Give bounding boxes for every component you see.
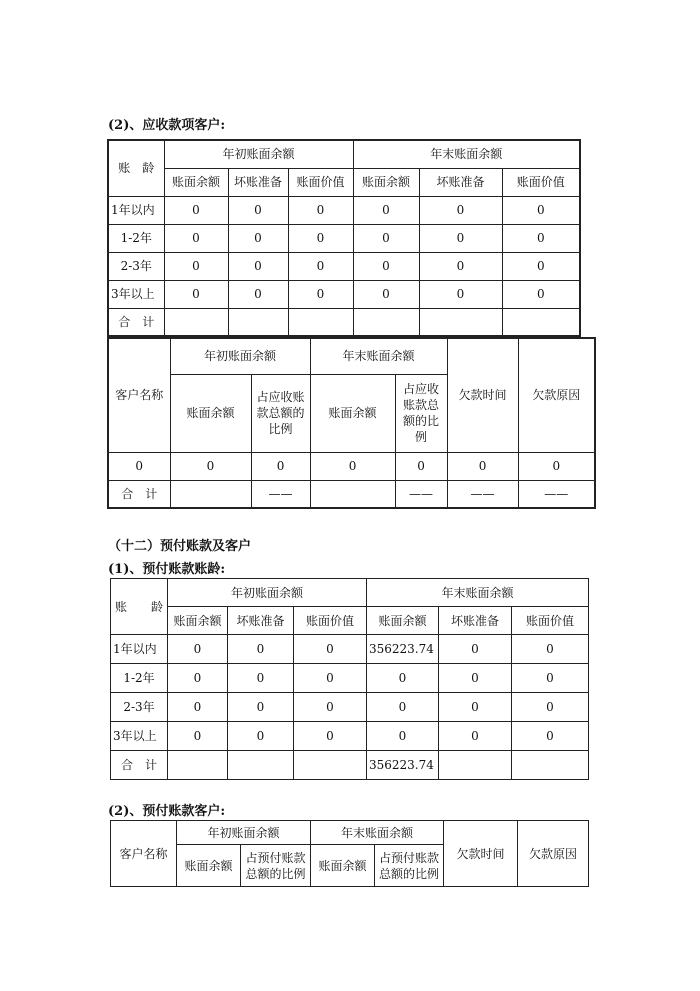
cell: 0 bbox=[164, 224, 228, 252]
cell: 0 bbox=[228, 196, 288, 224]
group-header-opening: 年初账面余额 bbox=[170, 338, 310, 374]
total-row bbox=[111, 751, 589, 780]
sub-header: 占应收账款总额的比例 bbox=[395, 374, 447, 452]
table-row bbox=[111, 722, 589, 751]
row-label: 1年以内 bbox=[108, 196, 164, 224]
cell: 0 bbox=[288, 196, 353, 224]
row-label: 1-2年 bbox=[108, 224, 164, 252]
sub-header: 账面余额 bbox=[164, 168, 228, 196]
cell: 0 bbox=[294, 722, 367, 751]
ar-customers-heading: (2)、应收款项客户: bbox=[108, 118, 226, 133]
sub-header: 占预付账款总额的比例 bbox=[241, 845, 311, 887]
cell: 0 bbox=[353, 196, 419, 224]
prepayment-aging-table bbox=[110, 578, 589, 780]
cell: 0 bbox=[170, 452, 251, 480]
cell: 0 bbox=[367, 693, 439, 722]
group-header-closing: 年末账面余额 bbox=[311, 821, 444, 845]
cell: 0 bbox=[228, 693, 294, 722]
cell: 0 bbox=[164, 196, 228, 224]
cell bbox=[170, 480, 251, 508]
cell: 0 bbox=[518, 452, 595, 480]
cell: 0 bbox=[367, 722, 439, 751]
cell: —— bbox=[518, 480, 595, 508]
arrears-reason-header: 欠款原因 bbox=[518, 821, 589, 887]
cell: 0 bbox=[512, 722, 589, 751]
cell: 0 bbox=[168, 664, 228, 693]
cell: 0 bbox=[439, 693, 512, 722]
customer-name-header: 客户名称 bbox=[108, 338, 170, 452]
prepayment-customer-table bbox=[110, 820, 589, 887]
cell: 0 bbox=[168, 635, 228, 664]
table-row bbox=[111, 635, 589, 664]
cell: 0 bbox=[288, 280, 353, 308]
prepayments-customer-heading: (2)、预付账款客户: bbox=[108, 804, 226, 819]
cell: 356223.74 bbox=[367, 635, 439, 664]
table-row bbox=[108, 196, 580, 224]
sub-header: 账面余额 bbox=[311, 845, 375, 887]
sub-header: 账面价值 bbox=[512, 607, 589, 635]
cell bbox=[353, 308, 419, 336]
total-row bbox=[108, 308, 580, 336]
sub-header: 占应收账款总额的比例 bbox=[251, 374, 310, 452]
cell: 0 bbox=[512, 664, 589, 693]
cell: 0 bbox=[353, 280, 419, 308]
row-label: 2-3年 bbox=[108, 252, 164, 280]
cell bbox=[310, 480, 395, 508]
cell: 0 bbox=[228, 635, 294, 664]
cell: 0 bbox=[502, 252, 580, 280]
group-header-opening: 年初账面余额 bbox=[168, 579, 367, 607]
cell: 0 bbox=[419, 280, 502, 308]
sub-header: 账面价值 bbox=[288, 168, 353, 196]
sub-header: 账面余额 bbox=[177, 845, 241, 887]
cell bbox=[439, 751, 512, 780]
table-row bbox=[108, 280, 580, 308]
cell: 0 bbox=[288, 252, 353, 280]
row-label: 1年以内 bbox=[111, 635, 168, 664]
cell: 0 bbox=[512, 635, 589, 664]
customer-name-header: 客户名称 bbox=[111, 821, 177, 887]
cell: 0 bbox=[164, 280, 228, 308]
cell: 0 bbox=[439, 635, 512, 664]
sub-header: 账面余额 bbox=[367, 607, 439, 635]
cell: 0 bbox=[310, 452, 395, 480]
cell: 0 bbox=[447, 452, 518, 480]
cell: —— bbox=[395, 480, 447, 508]
cell: 0 bbox=[502, 196, 580, 224]
cell bbox=[419, 308, 502, 336]
arrears-time-header: 欠款时间 bbox=[444, 821, 518, 887]
cell: 0 bbox=[228, 722, 294, 751]
table-row bbox=[108, 252, 580, 280]
cell bbox=[288, 308, 353, 336]
cell: 0 bbox=[228, 224, 288, 252]
total-row bbox=[108, 480, 595, 508]
row-label: 3年以上 bbox=[108, 280, 164, 308]
cell: 0 bbox=[294, 635, 367, 664]
cell: 0 bbox=[419, 252, 502, 280]
sub-header: 占预付账款总额的比例 bbox=[375, 845, 444, 887]
group-header-closing: 年末账面余额 bbox=[353, 140, 580, 168]
cell: 0 bbox=[439, 664, 512, 693]
cell bbox=[512, 751, 589, 780]
sub-header: 账面余额 bbox=[170, 374, 251, 452]
cell: 0 bbox=[512, 693, 589, 722]
table-row bbox=[108, 224, 580, 252]
cell: 0 bbox=[353, 224, 419, 252]
cell bbox=[502, 308, 580, 336]
prepayments-aging-heading: (1)、预付账款账龄: bbox=[108, 562, 226, 577]
row-label: 3年以上 bbox=[111, 722, 168, 751]
cell: 0 bbox=[439, 722, 512, 751]
cell: 0 bbox=[251, 452, 310, 480]
cell bbox=[164, 308, 228, 336]
row-label: 2-3年 bbox=[111, 693, 168, 722]
cell: 0 bbox=[168, 693, 228, 722]
cell: 356223.74 bbox=[367, 751, 439, 780]
cell bbox=[168, 751, 228, 780]
cell: 0 bbox=[288, 224, 353, 252]
cell: 0 bbox=[419, 196, 502, 224]
row-label: 合 计 bbox=[108, 308, 164, 336]
cell: 0 bbox=[395, 452, 447, 480]
ar-customer-table bbox=[107, 337, 596, 509]
row-label: 合 计 bbox=[111, 751, 168, 780]
cell: 0 bbox=[294, 693, 367, 722]
cell: 0 bbox=[294, 664, 367, 693]
sub-header: 账面价值 bbox=[294, 607, 367, 635]
cell: 0 bbox=[228, 664, 294, 693]
cell: 0 bbox=[168, 722, 228, 751]
prepayments-title: （十二）预付账款及客户 bbox=[108, 539, 252, 554]
sub-header: 账面余额 bbox=[353, 168, 419, 196]
cell: 0 bbox=[228, 280, 288, 308]
cell bbox=[228, 308, 288, 336]
cell: 0 bbox=[353, 252, 419, 280]
group-header-opening: 年初账面余额 bbox=[177, 821, 311, 845]
cell: 0 bbox=[367, 664, 439, 693]
sub-header: 账面余额 bbox=[168, 607, 228, 635]
cell: —— bbox=[251, 480, 310, 508]
row-label: 1-2年 bbox=[111, 664, 168, 693]
group-header-closing: 年末账面余额 bbox=[310, 338, 447, 374]
group-header-closing: 年末账面余额 bbox=[367, 579, 589, 607]
sub-header: 坏账准备 bbox=[228, 168, 288, 196]
sub-header: 坏账准备 bbox=[419, 168, 502, 196]
sub-header: 账面价值 bbox=[502, 168, 580, 196]
cell: 0 bbox=[164, 252, 228, 280]
sub-header: 坏账准备 bbox=[228, 607, 294, 635]
cell: 0 bbox=[108, 452, 170, 480]
table-row bbox=[111, 664, 589, 693]
cell: 0 bbox=[502, 280, 580, 308]
arrears-time-header: 欠款时间 bbox=[447, 338, 518, 452]
table-row bbox=[111, 693, 589, 722]
ar-aging-table bbox=[107, 139, 581, 337]
sub-header: 坏账准备 bbox=[439, 607, 512, 635]
row-label: 合 计 bbox=[108, 480, 170, 508]
cell: 0 bbox=[228, 252, 288, 280]
group-header-opening: 年初账面余额 bbox=[164, 140, 353, 168]
arrears-reason-header: 欠款原因 bbox=[518, 338, 595, 452]
cell: —— bbox=[447, 480, 518, 508]
cell bbox=[294, 751, 367, 780]
aging-header: 账 龄 bbox=[111, 579, 168, 635]
cell bbox=[228, 751, 294, 780]
aging-header: 账 龄 bbox=[108, 140, 164, 196]
cell: 0 bbox=[502, 224, 580, 252]
sub-header: 账面余额 bbox=[310, 374, 395, 452]
table-row bbox=[108, 452, 595, 480]
cell: 0 bbox=[419, 224, 502, 252]
